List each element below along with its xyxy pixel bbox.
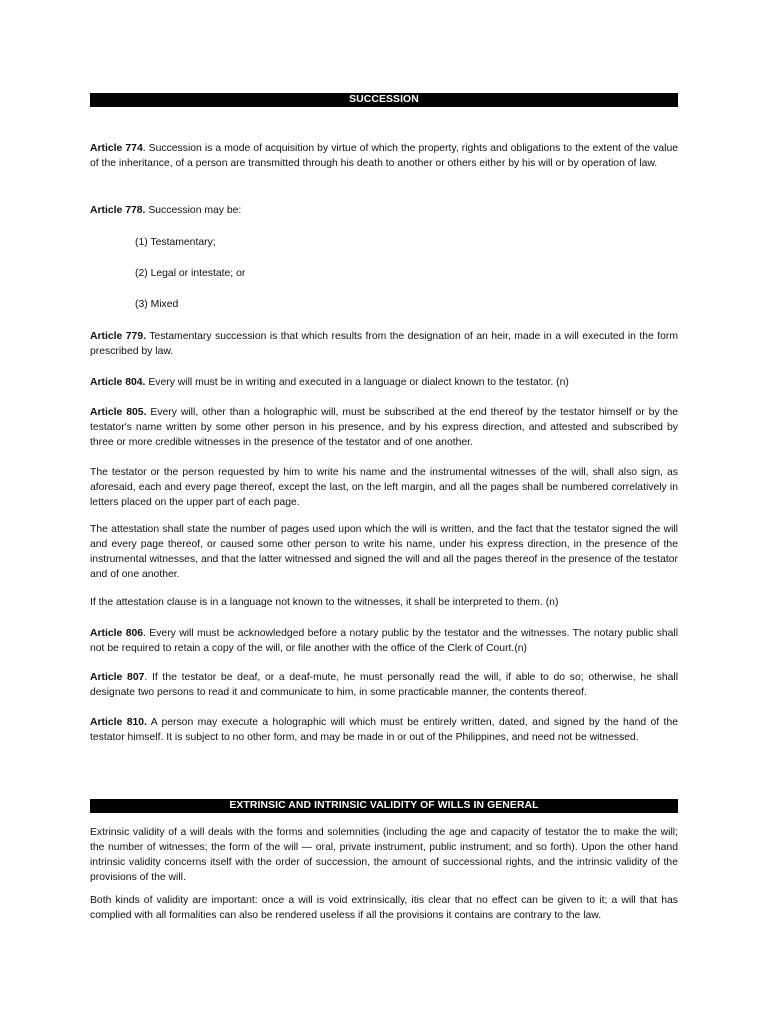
article-804: [90, 375, 678, 390]
article-label: Article 810.: [90, 717, 147, 728]
article-779: [90, 329, 678, 359]
article-label: Article 806: [90, 628, 144, 639]
article-778: [90, 203, 678, 218]
paragraph-attestation-clause: If the attestation clause is in a language not known to the witnesses, it shall be interpreted to them. (n): [90, 597, 559, 608]
article-label: Article 779.: [90, 331, 146, 342]
list-item: (3) Mixed: [135, 299, 179, 310]
list-item: (1) Testamentary;: [135, 237, 216, 248]
paragraph-attestation: The attestation shall state the number of pages used upon which the will is written, and the fact that the testator signed the will and every page thereof, or caused some other person to write his name, under his express direction, in the presence of the instrumental witnesses, and that the latter witnessed and signed the will and all the pages thereof in the presence of the testator and of one another.: [90, 524, 678, 580]
article-text: Every will, other than a holographic will, must be subscribed at the end thereof by the testator himself or by the testator's name written by some other person in his presence, and by his express direction, and attested and subscribed by three or more credible witnesses in the presence of the testator and of one another.: [90, 407, 679, 448]
section-heading-succession: SUCCESSION: [90, 93, 678, 107]
list-item: (2) Legal or intestate; or: [135, 268, 246, 279]
article-text: . Succession is a mode of acquisition by virtue of which the property, rights and obligations to the extent of the value of the inheritance, of a person are transmitted through his death to another or others either by his will or by operation of law.: [90, 143, 679, 169]
article-label: Article 774: [90, 143, 143, 154]
article-label: Article 778.: [90, 205, 146, 216]
article-810: [90, 715, 678, 745]
paragraph-validity-importance: Both kinds of validity are important: once a will is void extrinsically, itis clear that no effect can be given to it; a will that has complied with all formalities can also be rendered useless if all the provisions it contains are contrary to the law.: [90, 895, 678, 921]
article-label: Article 805.: [90, 407, 147, 418]
article-label: Article 804.: [90, 377, 146, 388]
article-text: Succession may be:: [145, 205, 242, 216]
article-label: Article 807: [90, 672, 145, 683]
article-774: [90, 141, 678, 171]
article-text: Every will must be in writing and executed in a language or dialect known to the testator. (n): [145, 377, 569, 388]
article-text: A person may execute a holographic will which must be entirely written, dated, and signed by the hand of the testator himself. It is subject to no other form, and may be made in or out of the Philippines, and need not be witnessed.: [90, 717, 678, 743]
article-805: [90, 405, 678, 450]
article-text: Testamentary succession is that which results from the designation of an heir, made in a will executed in the form prescribed by law.: [90, 331, 678, 357]
article-806: [90, 626, 678, 656]
section-heading-validity: EXTRINSIC AND INTRINSIC VALIDITY OF WILLS IN GENERAL: [90, 799, 678, 813]
paragraph-validity-definition: Extrinsic validity of a will deals with the forms and solemnities (including the age and capacity of testator the to make the will; the number of witnesses; the form of the will — oral, private instrument, public instrument; and so forth). Upon the other hand intrinsic validity concerns itself with the order of succession, the amount of successional rights, and the intrinsic validity of the provisions of the will.: [90, 827, 678, 883]
article-text: . If the testator be deaf, or a deaf-mute, he must personally read the will, if able to do so; otherwise, he shall designate two persons to read it and communicate to him, in some practicable manner, the contents thereof.: [90, 672, 678, 698]
paragraph-testator-signature: The testator or the person requested by him to write his name and the instrumental witnesses of the will, shall also sign, as aforesaid, each and every page thereof, except the last, on the left margin, and all the pages shall be numbered correlatively in letters placed on the upper part of each page.: [90, 467, 678, 508]
article-text: . Every will must be acknowledged before a notary public by the testator and the witnesses. The notary public shall not be required to retain a copy of the will, or file another with the office of the Clerk of Court.(n): [90, 628, 679, 654]
article-807: [90, 670, 678, 700]
